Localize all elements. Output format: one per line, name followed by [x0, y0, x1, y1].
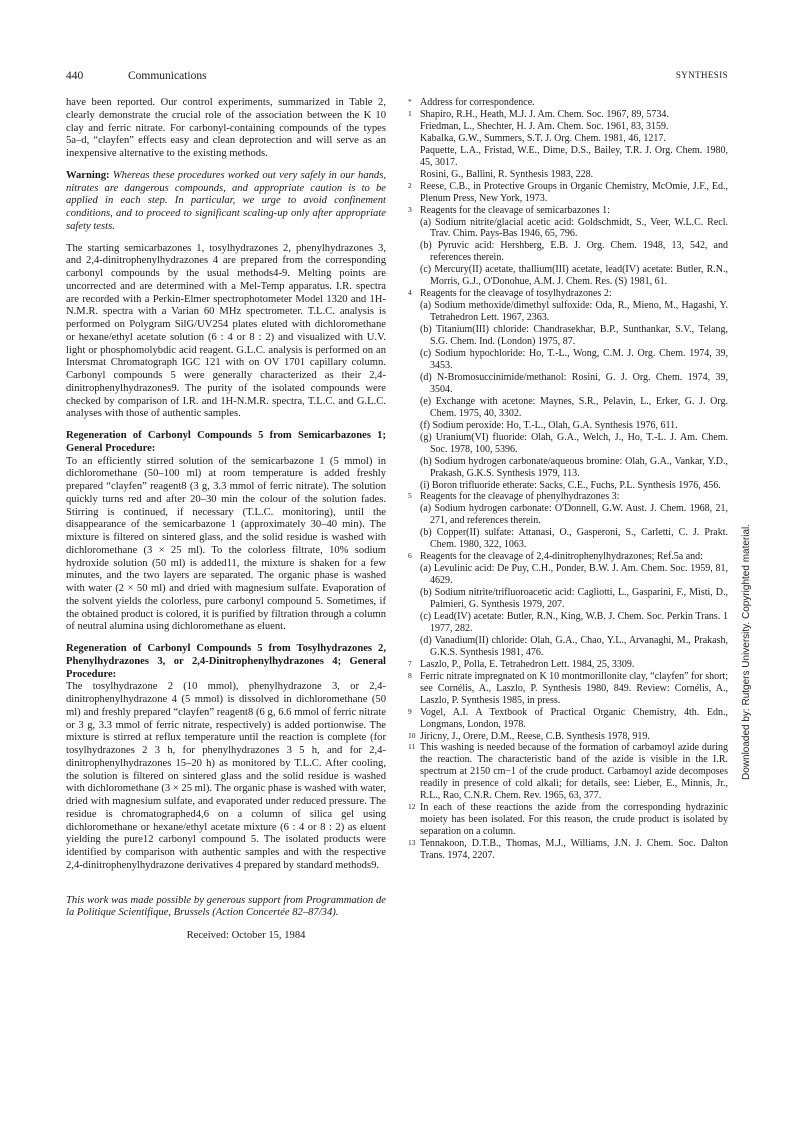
- intro-paragraph: have been reported. Our control experiments, summarized in Table 2, clearly demonstrate the crucial role of the association between the K 10 clay and ferric nitrate. For carbonyl-containing compounds of the types 5a–d, “clayfen” effects easy and clean deprotection and will serve as an inexpensive alternative to the existing methods.: [66, 97, 386, 159]
- references-column: [408, 97, 728, 862]
- reference-line: Reagents for the cleavage of semicarbazones 1:: [420, 204, 610, 216]
- reference-line: Ferric nitrate impregnated on K 10 montmorillonite clay, “clayfen” for short; see Cornélis, A., Laszlo, P. Synthesis 1980, 849. Review: Cornélis, A., Laszlo, P. Synthesis 1985, in press.: [420, 670, 728, 706]
- reference-number: 1: [408, 108, 412, 118]
- reference-line: (d) N-Bromosuccinimide/methanol: Rosini, G. J. Org. Chem. 1974, 39, 3504.: [420, 371, 728, 395]
- reference-line: (i) Boron trifluoride etherate: Sacks, C.E., Fuchs, P.L. Synthesis 1976, 456.: [420, 479, 721, 491]
- reference-item: [408, 491, 728, 551]
- reference-item: [408, 742, 728, 802]
- reference-item: [408, 731, 728, 743]
- page-header: [66, 70, 728, 86]
- reference-line: Reagents for the cleavage of phenylhydrazones 3:: [420, 491, 620, 503]
- reference-line: Shapiro, R.H., Heath, M.J. J. Am. Chem. Soc. 1967, 89, 5734.: [420, 108, 669, 120]
- reference-item: [408, 659, 728, 671]
- reference-line: Laszlo, P., Polla, E. Tetrahedron Lett. 1984, 25, 3309.: [420, 658, 635, 670]
- reference-line: (g) Uranium(VI) fluoride: Olah, G.A., Welch, J., Ho, T.-L. J. Am. Chem. Soc. 1978, 100, 5396.: [420, 431, 728, 455]
- reference-line: (b) Copper(II) sulfate: Attanasi, O., Gasperoni, S., Carletti, C. J. Prakt. Chem. 1980, 322, 1063.: [420, 527, 728, 551]
- general-paragraph: The starting semicarbazones 1, tosylhydrazones 2, phenylhydrazones 3, and 2,4-dinitrophenylhydrazones 4 are prepared from the corresponding carbonyl compounds by the usual methods4-9. Melting points are uncorrected and are determined with a Mel-Temp apparatus. I.R. spectra are recorded with a Perkin-Elmer spectrophotometer Model 1320 and 1H-N.M.R. spectra with a Varian 60 MHz spectrometer. T.L.C. analysis is performed on Polygram SilG/UV254 plates eluted with dichloromethane or hexane/ethyl acetate solution (6 : 4 or 8 : 2) and visualized with U.V. light or phosphomolybdic acid reagent. G.L.C. analysis is performed on an Intersmat Chromatograph IGC 121 with on OV 1701 capillary column. Carbonyl compounds 5 were generally characterized as their 2,4-dinitrophenylhydrazones9. The purity of the isolated compounds were checked by comparison of I.R. and 1H-N.M.R. spectra, T.L.C. and G.L.C. analyses with those of authentic samples.: [66, 242, 386, 420]
- received-date: Received: October 15, 1984: [186, 930, 306, 941]
- reference-item: [408, 97, 728, 109]
- reference-item: [408, 671, 728, 707]
- reference-line: (f) Sodium peroxide: Ho, T.-L., Olah, G.A. Synthesis 1976, 611.: [420, 419, 678, 431]
- reference-line: Vogel, A.I. A Textbook of Practical Organic Chemistry, 4th. Edn., Longmans, London, 1978.: [420, 706, 728, 730]
- reference-line: (h) Sodium hydrogen carbonate/aqueous bromine: Olah, G.A., Vankar, Y.D., Prakash, G.K.S. Synthesis 1979, 113.: [420, 455, 728, 479]
- reference-number: 8: [408, 670, 412, 680]
- reference-number: 10: [408, 730, 416, 740]
- reference-line: Reagents for the cleavage of 2,4-dinitrophenylhydrazones; Ref.5a and:: [420, 551, 703, 563]
- reference-line: Tennakoon, D.T.B., Thomas, M.J., Williams, J.N. J. Chem. Soc. Dalton Trans. 1974, 2207.: [420, 838, 728, 862]
- reference-line: (a) Sodium methoxide/dimethyl sulfoxide: Oda, R., Mieno, M., Hagashi, Y. Tetrahedron Lett. 1967, 2363.: [420, 300, 728, 324]
- reference-item: [408, 288, 728, 491]
- warning-text: Whereas these procedures worked out very safely in our hands, nitrates are dangerous compounds, and appropriate caution is to be applied in each step. In particular, we urge to avoid confinement conditions, and to proceed to significant scaling-up only after appropriate safety tests.: [66, 169, 386, 232]
- reference-item: [408, 551, 728, 659]
- reference-line: Reese, C.B., in Protective Groups in Organic Chemistry, McOmie, J.F., Ed., Plenum Press, New York, 1973.: [420, 180, 728, 204]
- left-column: [66, 97, 386, 943]
- reference-item: [408, 205, 728, 289]
- download-watermark: [741, 523, 757, 1140]
- page-number: 440: [66, 70, 84, 82]
- journal-name: SYNTHESIS: [675, 70, 728, 80]
- acknowledgement: This work was made possible by generous support from Programmation de la Politique Scientifique, Brussels (Action Concertée 82–87/34).: [66, 894, 386, 919]
- reference-line: (a) Sodium hydrogen carbonate: O'Donnell, G.W. Aust. J. Chem. 1968, 21, 271, and references therein.: [420, 503, 728, 527]
- reference-item: [408, 707, 728, 731]
- procedure-paragraph-2: The tosylhydrazone 2 (10 mmol), phenylhydrazone 3, or 2,4-dinitrophenylhydrazone 4 (5 mmol) is dissolved in dichloromethane (50 ml) and freshly prepared “clayfen” reagent8 (6 g, 6.6 mmol of ferric nitrate or 3 g, 3.3 mmol of ferric nitrate, respectively) is added portionwise. The mixture is stirred at reflux temperature until the reaction is complete (for tosylhydrazones 2 3 h, for phenylhydrazones 3 5 h, and for 2,4-dinitrophenylhydrazones 15–20 h) as monitored by T.L.C. After cooling, the solution is filtered on sintered glass and the solid residue is washed with dichloromethane (3 × 25 ml). The organic phase is washed with water, dried with magnesium sulfate, and evaporated under reduced pressure. The residue is chromatographed4,6 on a column of silica gel using dichloromethane or hexane/ethyl acetate mixture (6 : 4 or 8 : 2) as eluent yielding the pure12 carbonyl compound 5. The isolated products were identified by comparison with authentic samples and with the respective 2,4-dinitrophenylhydrazone derivatives 4 prepared by standard methods9.: [66, 681, 386, 871]
- reference-line: (e) Exchange with acetone: Maynes, S.R., Pelavin, L., Erker, G. J. Org. Chem. 1975, 40, 3302.: [420, 395, 728, 419]
- reference-line: (b) Pyruvic acid: Hershberg, E.B. J. Org. Chem. 1948, 13, 542, and references therein.: [420, 240, 728, 264]
- reference-line: (a) Sodium nitrite/glacial acetic acid: Goldschmidt, S., Veer, W.L.C. Recl. Trav. Chim. Pays-Bas 1946, 65, 796.: [420, 216, 728, 240]
- warning-paragraph: [66, 170, 386, 234]
- reference-line: Rosini, G., Ballini, R. Synthesis 1983, 228.: [420, 168, 594, 180]
- reference-line: (c) Sodium hypochloride: Ho, T.-L., Wong, C.M. J. Org. Chem. 1974, 39, 3453.: [420, 348, 728, 371]
- reference-line: (b) Sodium nitrite/trifluoroacetic acid: Cagliotti, L., Gasparini, F., Misti, D., Palmieri, G. Synthesis 1979, 207.: [420, 587, 728, 611]
- reference-line: (b) Titanium(III) chloride: Chandrasekhar, B.P., Sunthankar, S.V., Telang, S.G. Chem. Ind. (London) 1975, 87.: [420, 324, 728, 348]
- warning-label: Warning:: [66, 169, 110, 181]
- reference-number: 3: [408, 204, 412, 214]
- reference-number: 6: [408, 551, 412, 561]
- reference-line: In each of these reactions the azide from the corresponding hydrazinic moiety has been isolated. For this reason, the crude product is isolated by separation on a column.: [420, 802, 728, 838]
- reference-line: Address for correspondence.: [420, 97, 535, 108]
- procedure-heading-1: Regeneration of Carbonyl Compounds 5 from Semicarbazones 1; General Procedure:: [66, 430, 386, 454]
- download-notice: Downloaded by: Rutgers University. Copyrighted material.: [741, 523, 752, 780]
- procedure-heading-2: Regeneration of Carbonyl Compounds 5 from Tosylhydrazones 2, Phenylhydrazones 3, or 2,4-Dinitrophenylhydrazones 4; General Procedure:: [66, 643, 386, 680]
- reference-line: (a) Levulinic acid: De Puy, C.H., Ponder, B.W. J. Am. Chem. Soc. 1959, 81, 4629.: [420, 563, 728, 587]
- reference-item: [408, 181, 728, 205]
- reference-number: 2: [408, 180, 412, 190]
- procedure-paragraph-1: To an efficiently stirred solution of the semicarbazone 1 (5 mmol) in dichloromethane (50–100 ml) at room temperature is added freshly prepared “clayfen” reagent8 (3 g, 3.3 mmol of ferric nitrate). The solution quickly turns red and after 20–30 min the colour of the solution fades. Stirring is continued, if necessary (T.L.C. monitoring), until the disappearance of the semicarbazone 1 (approximately 30–40 min). The mixture is filtered on sintered glass, and the solid residue is washed with dichloromethane (3 × 25 ml). To the colorless filtrate, 10% sodium hydroxide solution (50 ml) is added11, the mixture is shaken for a few minutes, and the two layers are separated. The organic phase is washed with water (2 × 50 ml) and dried with magnesium sulfate. Evaporation of the solvent yields the colorless, pure carbonyl compound 5. Sometimes, if the obtained product is colored, it is purified by filtration through a column of neutral alumina using dichloromethane as eluent.: [66, 455, 386, 633]
- reference-line: Reagents for the cleavage of tosylhydrazones 2:: [420, 288, 612, 300]
- reference-line: (c) Mercury(II) acetate, thallium(III) acetate, lead(IV) acetate: Butler, R.N., Morris, G.J., O'Donohue, A.M. J. Chem. Res. (S) 1981, 61.: [420, 264, 728, 288]
- reference-item: [408, 109, 728, 181]
- reference-number: 13: [408, 838, 416, 848]
- reference-number: 4: [408, 288, 412, 298]
- reference-number: 11: [408, 742, 416, 752]
- reference-line: Jiricny, J., Orere, D.M., Reese, C.B. Synthesis 1978, 919.: [420, 730, 650, 742]
- reference-line: (d) Vanadium(II) chloride: Olah, G.A., Chao, Y.L., Arvanaghi, M., Prakash, G.K.S. Synthesis 1981, 476.: [420, 634, 728, 658]
- reference-item: [408, 802, 728, 838]
- reference-number: 5: [408, 491, 412, 501]
- reference-line: (c) Lead(IV) acetate: Butler, R.N., King, W.B. J. Chem. Soc. Perkin Trans. 1 1977, 282.: [420, 610, 728, 634]
- reference-item: [408, 838, 728, 862]
- reference-line: Paquette, L.A., Fristad, W.E., Dime, D.S., Bailey, T.R. J. Org. Chem. 1980, 45, 3017.: [420, 144, 728, 168]
- reference-number: 7: [408, 658, 412, 668]
- reference-line: Kabalka, G.W., Summers, S.T. J. Org. Chem. 1981, 46, 1217.: [420, 132, 666, 144]
- section-title: Communications: [128, 70, 207, 82]
- reference-number: 12: [408, 802, 416, 812]
- reference-line: Friedman, L., Shechter, H. J. Am. Chem. Soc. 1961, 83, 3159.: [420, 120, 669, 132]
- reference-number: *: [408, 97, 412, 106]
- reference-number: 9: [408, 706, 412, 716]
- reference-line: This washing is needed because of the formation of carbamoyl azide during the reaction. The characteristic band of the azide is visible in the I.R. spectrum at 2150 cm−1 of the crude product. Carbamoyl azide decomposes readily in presence of cold alkali; for details, see: Lieber, E., Minnis, Jr., R.L., Rao, C.N.R. Chem. Rev. 1965, 63, 377.: [420, 742, 728, 802]
